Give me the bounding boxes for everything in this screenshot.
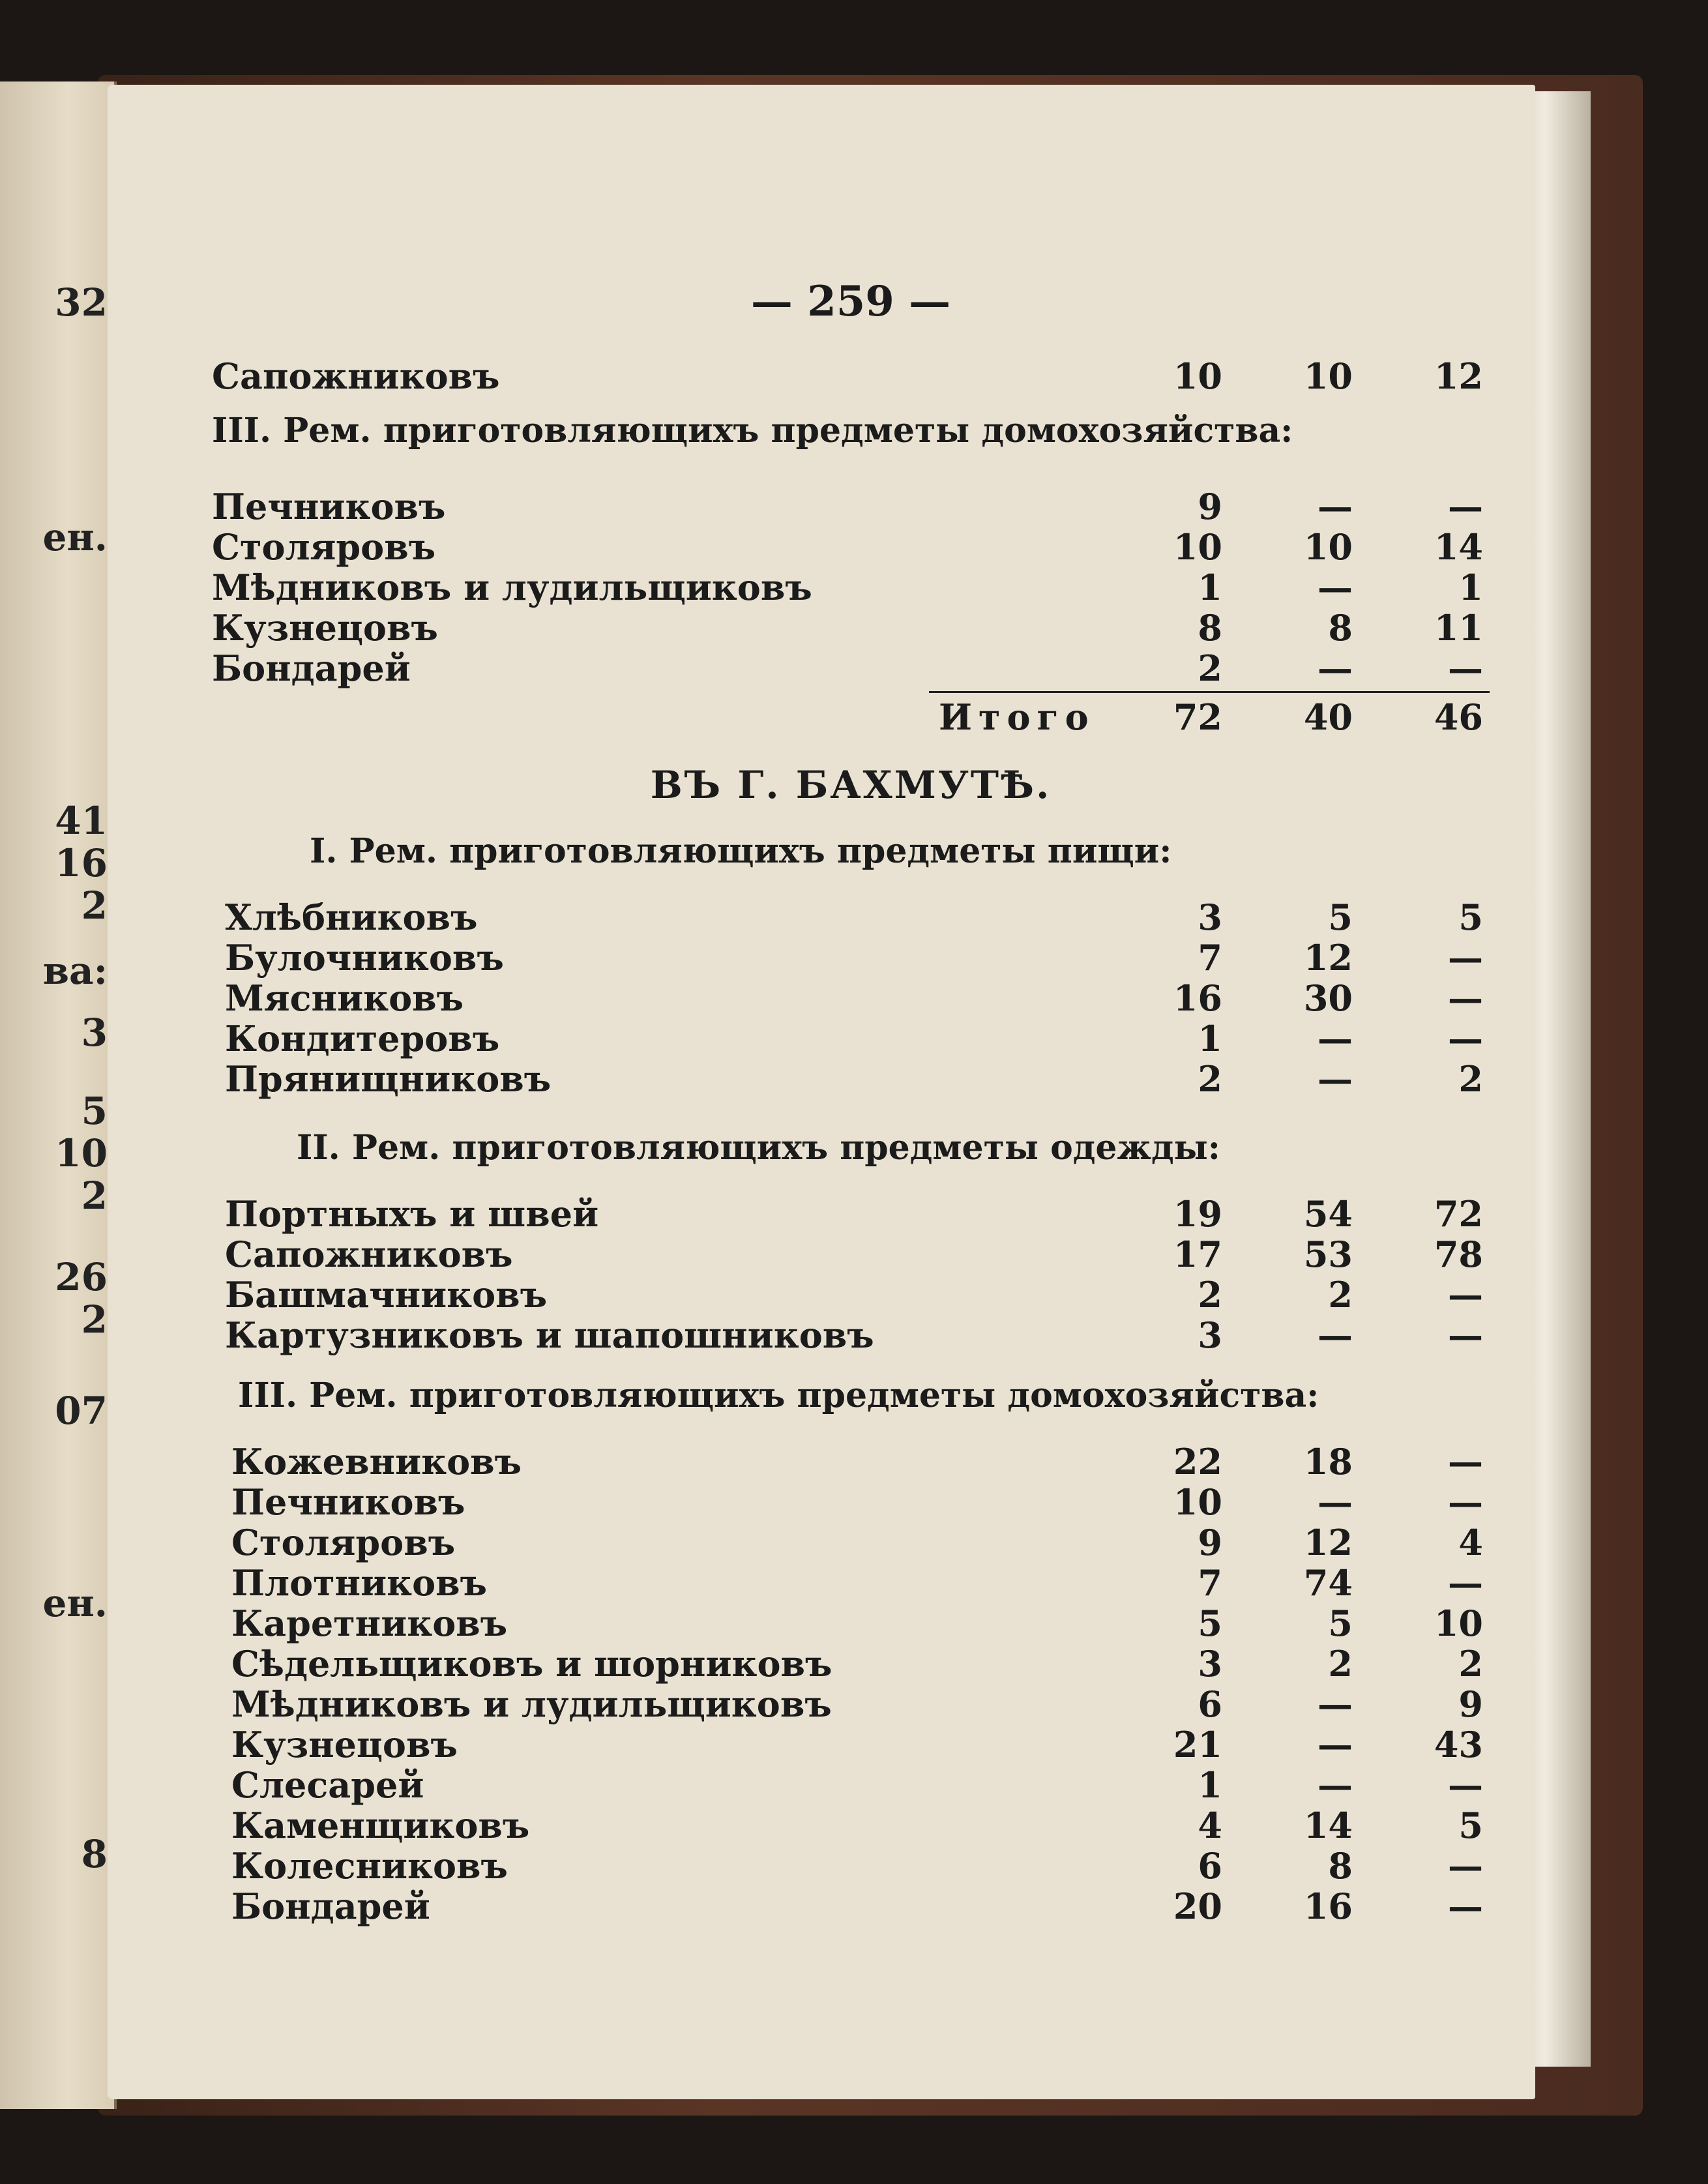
value-masters: 3 xyxy=(1198,896,1222,938)
value-masters: 2 xyxy=(1198,1274,1222,1316)
value-apprentices: 2 xyxy=(1458,1643,1483,1685)
value-workers: — xyxy=(1318,486,1353,527)
table-row xyxy=(212,1058,1490,1099)
table-row xyxy=(212,1724,1490,1764)
total-label: Итого xyxy=(939,696,1095,738)
value-apprentices: — xyxy=(1448,1314,1483,1356)
total-rule xyxy=(929,691,1490,693)
value-masters: 17 xyxy=(1173,1233,1222,1275)
value-workers: 5 xyxy=(1328,896,1353,938)
total-masters: 72 xyxy=(1173,696,1222,738)
city-heading: ВЪ Г. БАХМУТѢ. xyxy=(650,763,1052,807)
previous-page-edge xyxy=(0,81,117,2109)
edge-text: 2 xyxy=(81,1297,108,1342)
value-masters: 9 xyxy=(1198,1522,1222,1563)
edge-text: 2 xyxy=(81,1173,108,1218)
table-row xyxy=(212,1643,1490,1683)
row-label: Мясниковъ xyxy=(225,977,464,1019)
edge-text: 10 xyxy=(55,1131,108,1175)
row-label: Прянищниковъ xyxy=(225,1058,552,1100)
row-label: Кондитеровъ xyxy=(225,1018,500,1059)
row-label: Мѣдниковъ и лудильщиковъ xyxy=(212,567,812,608)
value-apprentices: — xyxy=(1448,1562,1483,1604)
value-workers: — xyxy=(1318,567,1353,608)
value-apprentices: 78 xyxy=(1434,1233,1483,1275)
value-masters: 16 xyxy=(1173,977,1222,1019)
edge-text: ен. xyxy=(42,1581,108,1625)
value-apprentices: — xyxy=(1448,1845,1483,1887)
table-row xyxy=(212,486,1490,526)
value-workers: 12 xyxy=(1303,937,1353,979)
value-workers: — xyxy=(1318,1481,1353,1523)
row-label: Колесниковъ xyxy=(231,1845,508,1887)
value-masters: 7 xyxy=(1198,937,1222,979)
row-label: Сапожниковъ xyxy=(225,1233,513,1275)
row-label: Картузниковъ и шапошниковъ xyxy=(225,1314,874,1356)
row-label: Столяровъ xyxy=(212,526,436,568)
value-masters: 4 xyxy=(1198,1805,1222,1846)
row-label: Кузнецовъ xyxy=(212,607,438,649)
row-label: Печниковъ xyxy=(212,486,446,527)
edge-text: 5 xyxy=(81,1089,108,1133)
value-workers: 53 xyxy=(1303,1233,1353,1275)
edge-text: ва: xyxy=(42,949,108,993)
value-masters: 1 xyxy=(1198,1018,1222,1059)
value-masters: 2 xyxy=(1198,647,1222,689)
value-masters: 22 xyxy=(1173,1441,1222,1483)
value-apprentices: 4 xyxy=(1458,1522,1483,1563)
edge-text: 3 xyxy=(81,1011,108,1055)
value-masters: 7 xyxy=(1198,1562,1222,1604)
value-masters: 10 xyxy=(1173,1481,1222,1523)
value-workers: 14 xyxy=(1303,1805,1353,1846)
edge-text: 2 xyxy=(81,883,108,928)
value-masters: 21 xyxy=(1173,1724,1222,1765)
value-masters: 6 xyxy=(1198,1683,1222,1725)
table-row xyxy=(212,1885,1490,1926)
value-apprentices: — xyxy=(1448,1274,1483,1316)
table-row xyxy=(212,1805,1490,1845)
row-label: Портныхъ и швей xyxy=(225,1193,599,1235)
value-workers: 8 xyxy=(1328,1845,1353,1887)
value-apprentices: 10 xyxy=(1434,1602,1483,1644)
section-title: III. Рем. приготовляющихъ предметы домохозяйства: xyxy=(212,411,1293,450)
page-content xyxy=(212,189,1490,2047)
value-masters: 10 xyxy=(1173,355,1222,397)
value-workers: 12 xyxy=(1303,1522,1353,1563)
value-masters: 6 xyxy=(1198,1845,1222,1887)
value-apprentices: 72 xyxy=(1434,1193,1483,1235)
row-label: Слесарей xyxy=(231,1764,424,1806)
value-workers: 74 xyxy=(1303,1562,1353,1604)
value-apprentices: 1 xyxy=(1458,567,1483,608)
value-apprentices: 43 xyxy=(1434,1724,1483,1765)
value-apprentices: — xyxy=(1448,1018,1483,1059)
section-title: I. Рем. приготовляющихъ предметы пищи: xyxy=(310,831,1172,871)
table-row xyxy=(212,1018,1490,1058)
row-label: Кузнецовъ xyxy=(231,1724,458,1765)
table-row xyxy=(212,1314,1490,1355)
edge-text: 26 xyxy=(55,1255,108,1299)
value-masters: 2 xyxy=(1198,1058,1222,1100)
value-masters: 20 xyxy=(1173,1885,1222,1927)
total-apprentices: 46 xyxy=(1434,696,1483,738)
value-apprentices: — xyxy=(1448,937,1483,979)
value-workers: — xyxy=(1318,647,1353,689)
table-row xyxy=(212,896,1490,937)
value-apprentices: 5 xyxy=(1458,1805,1483,1846)
edge-text: 41 xyxy=(55,799,108,843)
value-workers: 10 xyxy=(1303,526,1353,568)
table-row xyxy=(212,1602,1490,1643)
value-masters: 19 xyxy=(1173,1193,1222,1235)
value-apprentices: 11 xyxy=(1434,607,1483,649)
value-workers: 2 xyxy=(1328,1274,1353,1316)
table-row xyxy=(212,977,1490,1018)
value-workers: 10 xyxy=(1303,355,1353,397)
row-label: Башмачниковъ xyxy=(225,1274,548,1316)
total-row xyxy=(212,696,1490,737)
edge-text: 8 xyxy=(81,1832,108,1876)
value-apprentices: — xyxy=(1448,1481,1483,1523)
table-row xyxy=(212,1562,1490,1602)
value-apprentices: — xyxy=(1448,647,1483,689)
value-apprentices: 12 xyxy=(1434,355,1483,397)
book-page xyxy=(108,85,1535,2099)
value-workers: 54 xyxy=(1303,1193,1353,1235)
row-label: Мѣдниковъ и лудильщиковъ xyxy=(231,1683,832,1725)
table-row xyxy=(212,1522,1490,1562)
row-label: Столяровъ xyxy=(231,1522,456,1563)
value-apprentices: — xyxy=(1448,977,1483,1019)
value-masters: 10 xyxy=(1173,526,1222,568)
table-row xyxy=(212,1274,1490,1314)
previous-page-text xyxy=(0,81,114,2109)
edge-text: 07 xyxy=(55,1389,108,1433)
table-row xyxy=(212,526,1490,567)
table-row xyxy=(212,567,1490,607)
row-label: Каменщиковъ xyxy=(231,1805,530,1846)
row-label: Плотниковъ xyxy=(231,1562,488,1604)
row-label: Сѣдельщиковъ и шорниковъ xyxy=(231,1643,832,1685)
row-label: Бондарей xyxy=(231,1885,430,1927)
table-row xyxy=(212,1193,1490,1233)
row-label: Печниковъ xyxy=(231,1481,465,1523)
value-masters: 9 xyxy=(1198,486,1222,527)
value-masters: 1 xyxy=(1198,1764,1222,1806)
value-workers: — xyxy=(1318,1314,1353,1356)
row-label: Хлѣбниковъ xyxy=(225,896,478,938)
value-masters: 3 xyxy=(1198,1314,1222,1356)
value-workers: 8 xyxy=(1328,607,1353,649)
section-title: III. Рем. приготовляющихъ предметы домохозяйства: xyxy=(238,1376,1319,1415)
value-masters: 1 xyxy=(1198,567,1222,608)
value-workers: — xyxy=(1318,1724,1353,1765)
table-row xyxy=(212,1845,1490,1885)
table-row xyxy=(212,355,1490,396)
table-row xyxy=(212,607,1490,647)
section-title: II. Рем. приготовляющихъ предметы одежды: xyxy=(297,1128,1220,1168)
row-label: Сапожниковъ xyxy=(212,355,500,397)
table-row xyxy=(212,1441,1490,1481)
value-apprentices: — xyxy=(1448,1764,1483,1806)
edge-text: ен. xyxy=(42,515,108,559)
value-apprentices: 5 xyxy=(1458,896,1483,938)
value-apprentices: 9 xyxy=(1458,1683,1483,1725)
edge-text: 32 xyxy=(55,280,108,325)
value-masters: 3 xyxy=(1198,1643,1222,1685)
value-workers: 18 xyxy=(1303,1441,1353,1483)
value-apprentices: 2 xyxy=(1458,1058,1483,1100)
table-row xyxy=(212,1683,1490,1724)
row-label: Каретниковъ xyxy=(231,1602,508,1644)
table-row xyxy=(212,1481,1490,1522)
row-label: Кожевниковъ xyxy=(231,1441,522,1483)
table-row xyxy=(212,937,1490,977)
edge-text: 16 xyxy=(55,841,108,885)
total-workers: 40 xyxy=(1303,696,1353,738)
value-workers: 2 xyxy=(1328,1643,1353,1685)
value-apprentices: — xyxy=(1448,486,1483,527)
value-masters: 5 xyxy=(1198,1602,1222,1644)
row-label: Бондарей xyxy=(212,647,411,689)
table-row xyxy=(212,1233,1490,1274)
value-workers: — xyxy=(1318,1058,1353,1100)
value-workers: 5 xyxy=(1328,1602,1353,1644)
value-workers: 16 xyxy=(1303,1885,1353,1927)
value-workers: — xyxy=(1318,1683,1353,1725)
value-apprentices: — xyxy=(1448,1441,1483,1483)
row-label: Булочниковъ xyxy=(225,937,504,979)
value-workers: — xyxy=(1318,1018,1353,1059)
value-workers: — xyxy=(1318,1764,1353,1806)
value-workers: 30 xyxy=(1303,977,1353,1019)
table-row xyxy=(212,1764,1490,1805)
page-number: — 259 — xyxy=(750,277,951,326)
value-apprentices: — xyxy=(1448,1885,1483,1927)
table-row xyxy=(212,647,1490,688)
value-masters: 8 xyxy=(1198,607,1222,649)
value-apprentices: 14 xyxy=(1434,526,1483,568)
